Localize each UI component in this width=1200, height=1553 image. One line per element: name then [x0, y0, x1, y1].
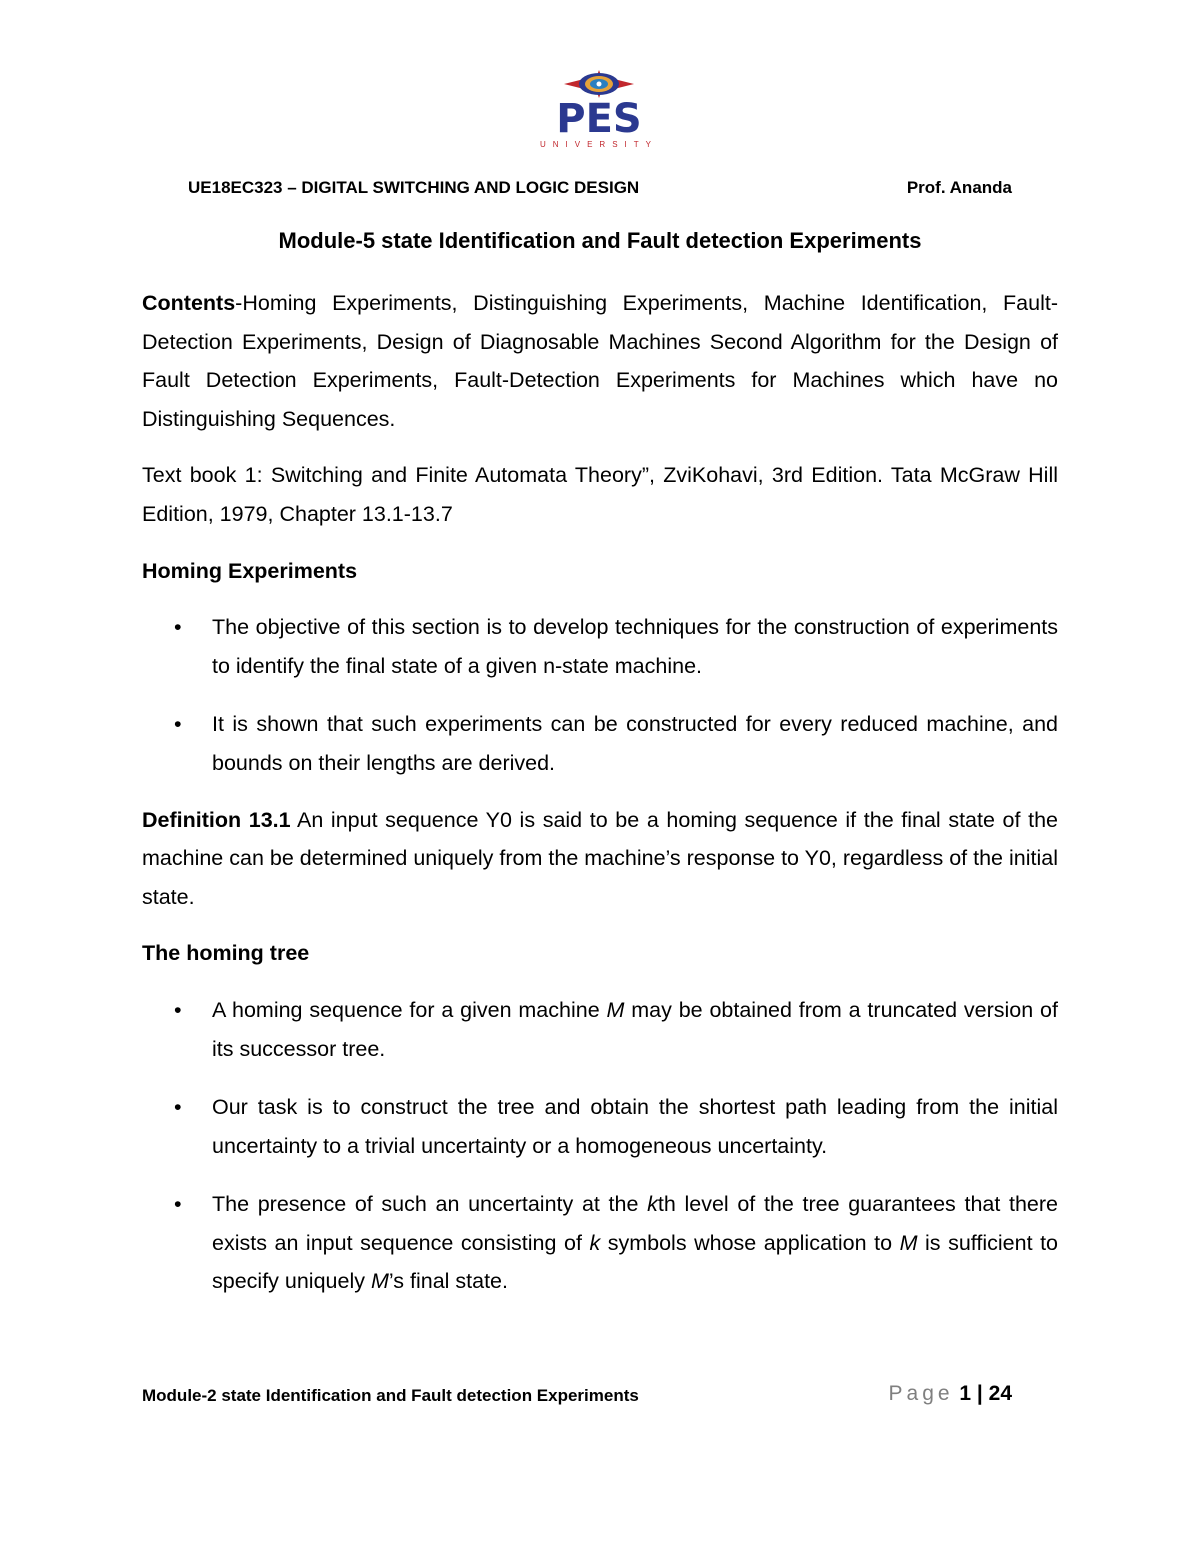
textbook-paragraph: Text book 1: Switching and Finite Automata Theory”, ZviKohavi, 3rd Edition. Tata McGraw Hill Edition, 1979, Chapter 13.1-13.7 — [142, 463, 1058, 526]
bullet-icon: • — [174, 997, 182, 1022]
page-number: Page 1 | 24 — [888, 1382, 1012, 1405]
tree-bullets — [142, 991, 1058, 1301]
compass-emblem-icon — [564, 70, 634, 98]
list-item: • The objective of this section is to develop techniques for the construction of experiments to identify the final state of a given n-state machine. — [142, 608, 1058, 685]
homing-tree-heading: The homing tree — [142, 941, 310, 966]
list-item: • Our task is to construct the tree and obtain the shortest path leading from the initial uncertainty to a trivial uncertainty or a homogeneous uncertainty. — [142, 1088, 1058, 1165]
bullet-icon: • — [174, 1095, 182, 1120]
logo-sub: UNIVERSITY — [539, 140, 659, 149]
logo-brand: PES — [556, 96, 642, 142]
course-code: UE18EC323 – DIGITAL SWITCHING AND LOGIC DESIGN — [188, 178, 640, 197]
bullet-icon: • — [174, 615, 182, 640]
definition-label: Definition 13.1 — [142, 807, 291, 832]
list-item: • The presence of such an uncertainty at the kth level of the tree guarantees that there exists an input sequence consisting of k symbols whose application to M is sufficient to specify uniquely M’s final state. — [142, 1185, 1058, 1301]
author-name: Prof. Ananda — [906, 178, 1012, 197]
list-item: • It is shown that such experiments can be constructed for every reduced machine, and bounds on their lengths are derived. — [142, 705, 1058, 782]
document-body — [142, 284, 1058, 1301]
contents-text: -Homing Experiments, Distinguishing Experiments, Machine Identification, Fault-Detection Experiments, Design of Diagnosable Machines Second Algorithm for the Design of Fault Detection Experiments, Fault-Detection Experiments for Machines which have no Distinguishing Sequences. — [142, 291, 1058, 431]
university-logo — [524, 68, 674, 152]
bullet-icon: • — [174, 712, 182, 737]
bullet-icon: • — [174, 1192, 182, 1217]
footer-module: Module-2 state Identification and Fault detection Experiments — [142, 1386, 639, 1405]
homing-bullets — [142, 608, 1058, 782]
definition-paragraph: Definition 13.1 An input sequence Y0 is said to be a homing sequence if the final state of the machine can be determined uniquely from the machine’s response to Y0, regardless of the initial state. — [142, 807, 1058, 909]
page-footer — [142, 1384, 1012, 1408]
homing-heading: Homing Experiments — [142, 558, 358, 583]
page-title: Module-5 state Identification and Fault detection Experiments — [278, 228, 922, 253]
contents-label: Contents — [142, 291, 236, 315]
contents-paragraph — [142, 284, 1058, 438]
list-item: • A homing sequence for a given machine M may be obtained from a truncated version of its successor tree. — [142, 991, 1058, 1068]
